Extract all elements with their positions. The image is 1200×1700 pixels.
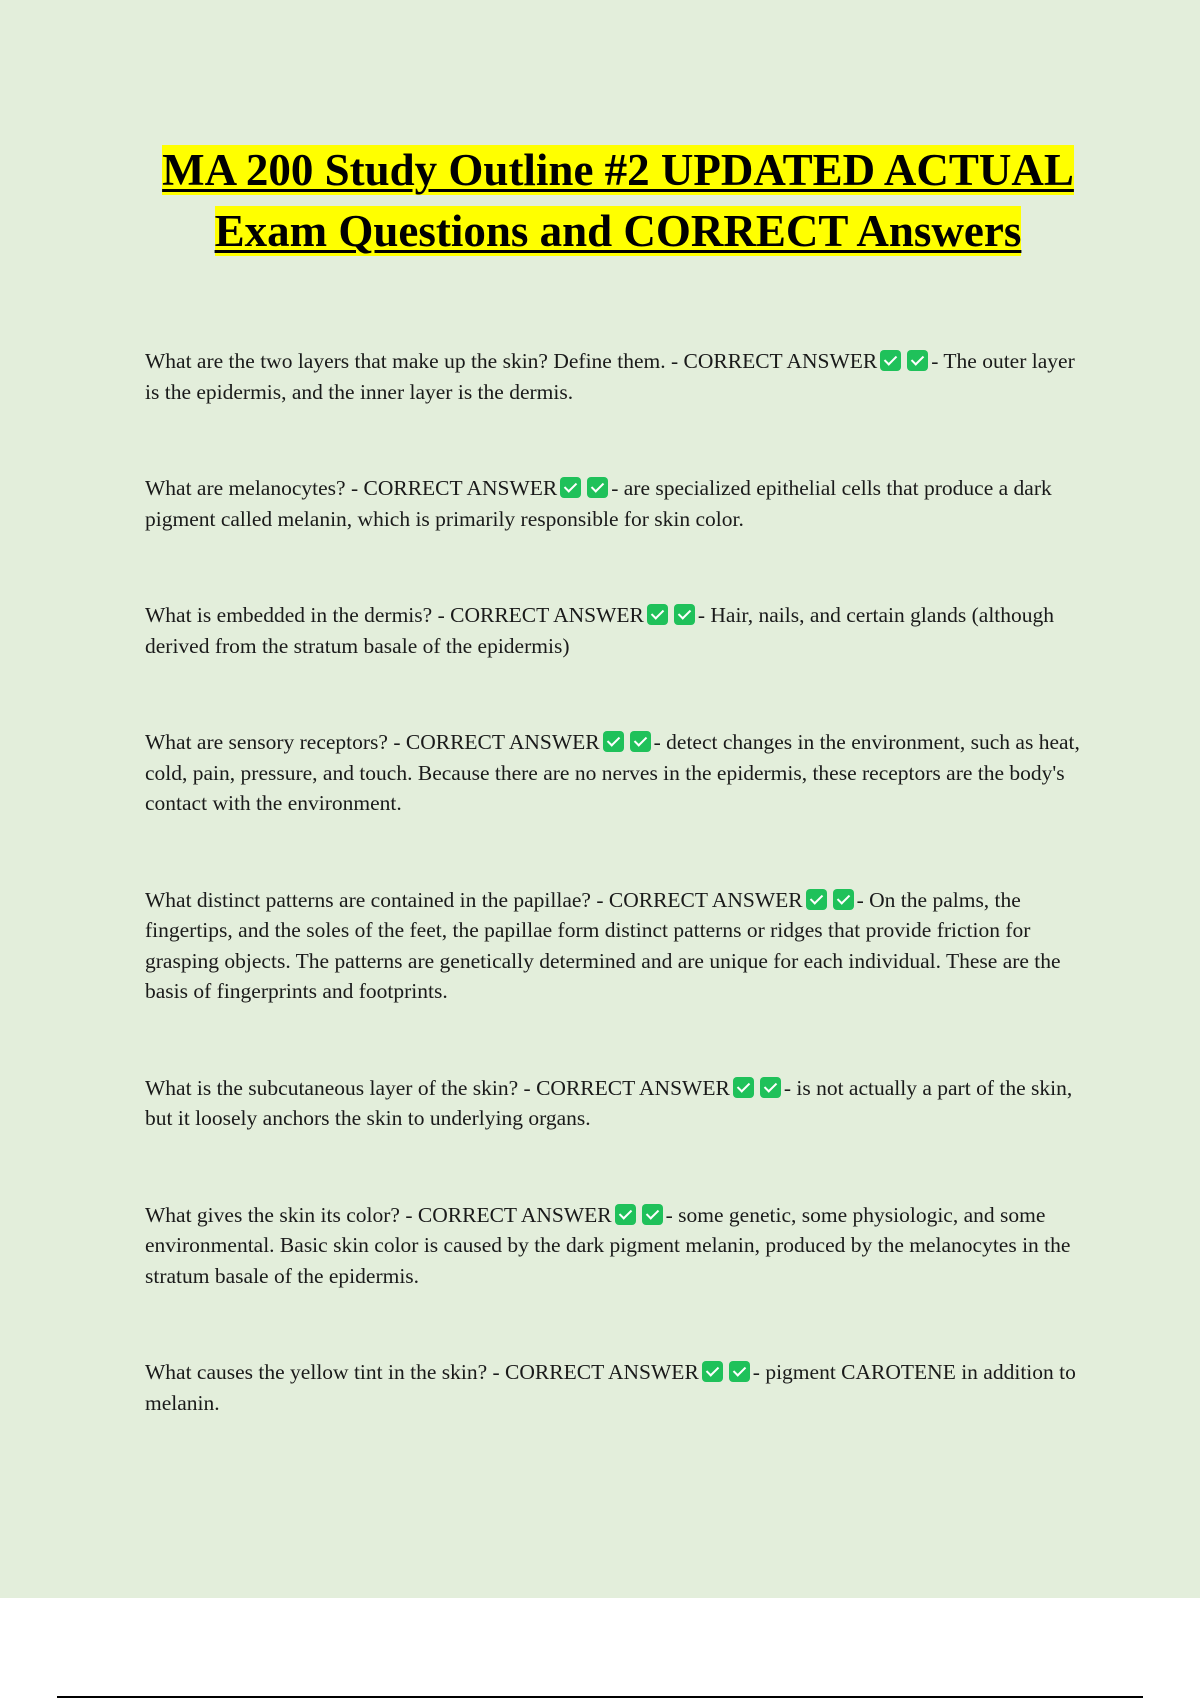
check-mark-icon [907,350,928,371]
answer-marker: CORRECT ANSWER [608,887,803,912]
answer-marker: CORRECT ANSWER [417,1202,612,1227]
answer-marker: CORRECT ANSWER [450,603,644,627]
document-title [120,140,1116,262]
check-mark-icon [630,731,651,752]
answer-text: some genetic, some physiologic, and some environmental. Basic skin color is caused by the dark pigment melanin, produced by the melanocytes in the stratum basale of the epidermis. [145,1202,1071,1288]
check-mark-icon [806,889,827,910]
answer-marker: CORRECT ANSWER [536,1075,730,1100]
check-mark-icon [880,350,901,371]
answer-text: detect changes in the environment, such as heat, cold, pain, pressure, and touch. Because there are no nerves in the epidermis, these receptors are the body's contact with the environment. [145,730,1080,815]
check-mark-icon [733,1077,754,1098]
check-mark-icon [642,1204,663,1225]
answer-text: are specialized epithelial cells that produce a dark pigment called melanin, which is primarily responsible for skin color. [145,476,1052,531]
qa-item: What gives the skin its color? - CORRECT ANSWER - some genetic, some physiologic, and some environmental. Basic skin color is caused by the dark pigment melanin, produced by the melanocytes in the stratum basale of the epidermis. [145,1202,1071,1288]
check-mark-icon [729,1361,750,1382]
qa-item: What causes the yellow tint in the skin? - CORRECT ANSWER - pigment CAROTENE in addition to melanin. [145,1360,1076,1415]
check-mark-icon [560,477,581,498]
qa-item: What distinct patterns are contained in the papillae? - CORRECT ANSWER - On the palms, the fingertips, and the soles of the feet, the papillae form distinct patterns or ridges that provide friction for grasping objects. The patterns are genetically determined and are unique for each individual. These are the basis of fingerprints and footprints. [145,887,1061,1003]
qa-item: What is embedded in the dermis? - CORRECT ANSWER - Hair, nails, and certain glands (although derived from the stratum basale of the epidermis) [145,603,1055,658]
qa-item: What are melanocytes? - CORRECT ANSWER - are specialized epithelial cells that produce a dark pigment called melanin, which is primarily responsible for skin color. [145,476,1052,531]
answer-marker: CORRECT ANSWER [405,730,600,754]
qa-item: What are the two layers that make up the skin? Define them. - CORRECT ANSWER - The outer layer is the epidermis, and the inner layer is the dermis. [145,349,1075,404]
check-mark-icon [615,1204,636,1225]
document-title-text: MA 200 Study Outline #2 UPDATED ACTUAL Exam Questions and CORRECT Answers [162,145,1074,256]
question-text: What gives the skin its color? [145,1202,400,1227]
qa-list [145,346,1090,1484]
check-mark-icon [647,604,668,625]
answer-text: is not actually a part of the skin, but it loosely anchors the skin to underlying organs. [145,1075,1073,1130]
answer-text: Hair, nails, and certain glands (although derived from the stratum basale of the epidermis) [145,603,1055,658]
qa-item: What is the subcutaneous layer of the skin? - CORRECT ANSWER - is not actually a part of the skin, but it loosely anchors the skin to underlying organs. [145,1075,1073,1130]
check-mark-icon [603,731,624,752]
question-text: What causes the yellow tint in the skin? [145,1360,488,1384]
question-text: What are sensory receptors? [145,730,388,754]
answer-text: On the palms, the fingertips, and the soles of the feet, the papillae form distinct patterns or ridges that provide friction for grasping objects. The patterns are genetically determined and are unique for each individual. These are the basis of fingerprints and footprints. [145,887,1061,1003]
check-mark-icon [587,477,608,498]
qa-item: What are sensory receptors? - CORRECT ANSWER - detect changes in the environment, such as heat, cold, pain, pressure, and touch. Because there are no nerves in the epidermis, these receptors are the body's contact with the environment. [145,730,1080,815]
question-text: What is the subcutaneous layer of the skin? [145,1075,519,1100]
check-mark-icon [674,604,695,625]
check-mark-icon [702,1361,723,1382]
answer-marker: CORRECT ANSWER [363,476,558,500]
answer-marker: CORRECT ANSWER [683,349,878,373]
check-mark-icon [833,889,854,910]
answer-text: The outer layer is the epidermis, and the inner layer is the dermis. [145,349,1075,404]
footer-divider [57,1696,1143,1698]
question-text: What are melanocytes? [145,476,346,500]
answer-marker: CORRECT ANSWER [505,1360,699,1384]
question-text: What distinct patterns are contained in the papillae? [145,887,591,912]
answer-text: pigment CAROTENE in addition to melanin. [145,1360,1076,1415]
question-text: What is embedded in the dermis? [145,603,433,627]
question-text: What are the two layers that make up the skin? Define them. [145,349,666,373]
check-mark-icon [760,1077,781,1098]
